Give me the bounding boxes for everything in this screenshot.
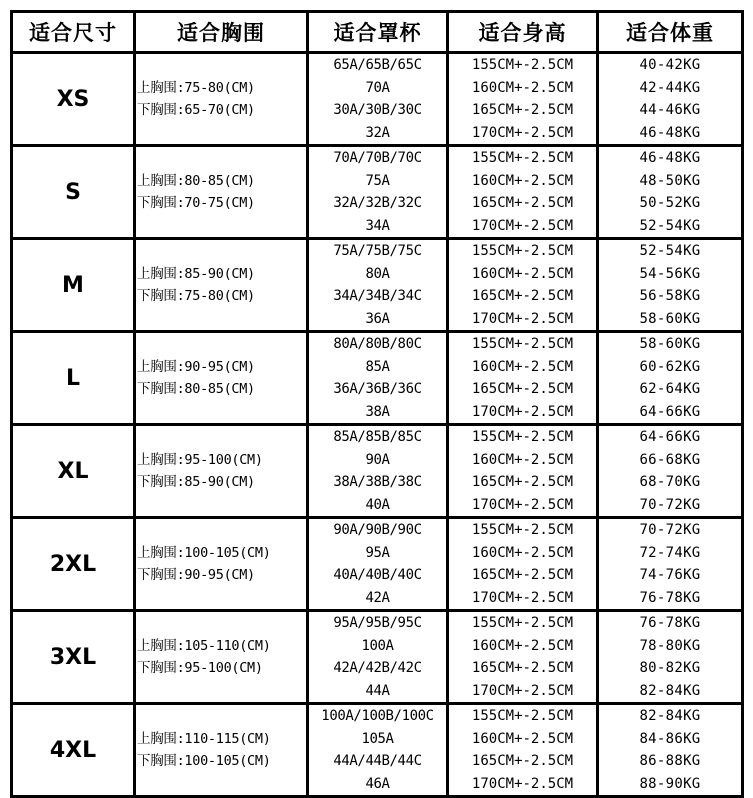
cup-value: 34A bbox=[365, 217, 390, 234]
cup-cell bbox=[308, 518, 448, 611]
weight-value: 84-86KG bbox=[639, 730, 701, 747]
height-value: 170CM+-2.5CM bbox=[471, 589, 574, 606]
bust-line: 上胸围:85-90(CM) bbox=[137, 266, 255, 282]
weight-value: 52-54KG bbox=[639, 243, 701, 259]
bust-cell bbox=[135, 146, 308, 239]
weight-value: 76-78KG bbox=[639, 615, 701, 631]
bust-line: 下胸围:65-70(CM) bbox=[137, 102, 255, 118]
height-value: 155CM+-2.5CM bbox=[471, 336, 574, 352]
cup-value: 38A/38B/38C bbox=[333, 474, 422, 490]
cup-value: 70A/70B/70C bbox=[333, 150, 422, 166]
weight-value: 54-56KG bbox=[639, 265, 701, 282]
bust-line: 下胸围:100-105(CM) bbox=[137, 753, 271, 769]
height-cell bbox=[448, 425, 598, 518]
header-weight: 适合体重 bbox=[598, 12, 743, 53]
size-label: 3XL bbox=[12, 611, 135, 704]
table-row bbox=[12, 332, 743, 425]
height-value: 170CM+-2.5CM bbox=[471, 496, 574, 513]
weight-value: 64-66KG bbox=[639, 403, 701, 420]
cup-value: 90A bbox=[365, 451, 390, 468]
cup-value: 30A/30B/30C bbox=[333, 102, 422, 118]
size-label: 2XL bbox=[12, 518, 135, 611]
bust-line: 上胸围:95-100(CM) bbox=[137, 452, 263, 468]
cup-value: 34A/34B/34C bbox=[333, 288, 422, 304]
height-value: 160CM+-2.5CM bbox=[471, 358, 574, 375]
weight-value: 46-48KG bbox=[639, 150, 701, 166]
cup-value: 36A bbox=[365, 310, 390, 327]
header-row bbox=[12, 12, 743, 53]
bust-line: 下胸围:90-95(CM) bbox=[137, 567, 255, 583]
cup-value: 95A bbox=[365, 544, 390, 561]
height-value: 170CM+-2.5CM bbox=[471, 775, 574, 792]
cup-value: 80A bbox=[365, 265, 390, 282]
bust-line: 上胸围:90-95(CM) bbox=[137, 359, 255, 375]
cup-value: 95A/95B/95C bbox=[333, 615, 422, 631]
weight-cell bbox=[598, 53, 743, 146]
bust-line: 下胸围:75-80(CM) bbox=[137, 288, 255, 304]
weight-value: 60-62KG bbox=[639, 358, 701, 375]
height-value: 165CM+-2.5CM bbox=[471, 288, 574, 304]
weight-value: 58-60KG bbox=[639, 310, 701, 327]
height-value: 170CM+-2.5CM bbox=[471, 403, 574, 420]
bust-cell bbox=[135, 518, 308, 611]
cup-value: 70A bbox=[365, 79, 390, 96]
size-label: L bbox=[12, 332, 135, 425]
table-row bbox=[12, 425, 743, 518]
bust-cell bbox=[135, 425, 308, 518]
height-value: 170CM+-2.5CM bbox=[471, 682, 574, 699]
size-label: S bbox=[12, 146, 135, 239]
weight-value: 66-68KG bbox=[639, 451, 701, 468]
header-height: 适合身高 bbox=[448, 12, 598, 53]
weight-value: 82-84KG bbox=[639, 708, 701, 724]
table-row bbox=[12, 239, 743, 332]
cup-value: 85A bbox=[365, 358, 390, 375]
weight-value: 56-58KG bbox=[639, 288, 701, 304]
bust-line: 上胸围:75-80(CM) bbox=[137, 80, 255, 96]
height-cell bbox=[448, 53, 598, 146]
weight-value: 70-72KG bbox=[639, 496, 701, 513]
height-value: 165CM+-2.5CM bbox=[471, 567, 574, 583]
cup-cell bbox=[308, 53, 448, 146]
size-chart-table bbox=[10, 10, 744, 798]
weight-value: 46-48KG bbox=[639, 124, 701, 141]
height-value: 160CM+-2.5CM bbox=[471, 544, 574, 561]
height-value: 155CM+-2.5CM bbox=[471, 150, 574, 166]
height-value: 155CM+-2.5CM bbox=[471, 522, 574, 538]
bust-line: 下胸围:95-100(CM) bbox=[137, 660, 263, 676]
weight-value: 52-54KG bbox=[639, 217, 701, 234]
weight-cell bbox=[598, 332, 743, 425]
bust-line: 下胸围:80-85(CM) bbox=[137, 381, 255, 397]
cup-value: 46A bbox=[365, 775, 390, 792]
cup-value: 40A bbox=[365, 496, 390, 513]
cup-value: 36A/36B/36C bbox=[333, 381, 422, 397]
bust-line: 上胸围:100-105(CM) bbox=[137, 545, 271, 561]
bust-cell bbox=[135, 611, 308, 704]
height-value: 165CM+-2.5CM bbox=[471, 381, 574, 397]
bust-cell bbox=[135, 332, 308, 425]
weight-cell bbox=[598, 239, 743, 332]
height-value: 160CM+-2.5CM bbox=[471, 451, 574, 468]
size-label: M bbox=[12, 239, 135, 332]
weight-value: 40-42KG bbox=[639, 57, 701, 73]
cup-value: 75A bbox=[365, 172, 390, 189]
weight-value: 64-66KG bbox=[639, 429, 701, 445]
height-cell bbox=[448, 518, 598, 611]
size-label: XS bbox=[12, 53, 135, 146]
cup-value: 65A/65B/65C bbox=[333, 57, 422, 73]
weight-value: 50-52KG bbox=[639, 195, 701, 211]
bust-cell bbox=[135, 53, 308, 146]
size-label: 4XL bbox=[12, 704, 135, 797]
height-value: 170CM+-2.5CM bbox=[471, 124, 574, 141]
weight-value: 78-80KG bbox=[639, 637, 701, 654]
weight-cell bbox=[598, 518, 743, 611]
size-label: XL bbox=[12, 425, 135, 518]
weight-value: 72-74KG bbox=[639, 544, 701, 561]
height-value: 155CM+-2.5CM bbox=[471, 243, 574, 259]
cup-value: 40A/40B/40C bbox=[333, 567, 422, 583]
cup-value: 100A/100B/100C bbox=[321, 708, 434, 724]
cup-value: 42A/42B/42C bbox=[333, 660, 422, 676]
cup-cell bbox=[308, 332, 448, 425]
cup-value: 32A bbox=[365, 124, 390, 141]
height-value: 155CM+-2.5CM bbox=[471, 429, 574, 445]
height-value: 165CM+-2.5CM bbox=[471, 195, 574, 211]
height-value: 155CM+-2.5CM bbox=[471, 615, 574, 631]
header-bust: 适合胸围 bbox=[135, 12, 308, 53]
height-cell bbox=[448, 239, 598, 332]
cup-value: 85A/85B/85C bbox=[333, 429, 422, 445]
weight-value: 76-78KG bbox=[639, 589, 701, 606]
bust-line: 上胸围:80-85(CM) bbox=[137, 173, 255, 189]
height-value: 165CM+-2.5CM bbox=[471, 753, 574, 769]
cup-value: 42A bbox=[365, 589, 390, 606]
bust-line: 下胸围:85-90(CM) bbox=[137, 474, 255, 490]
bust-cell bbox=[135, 239, 308, 332]
cup-cell bbox=[308, 611, 448, 704]
header-size: 适合尺寸 bbox=[12, 12, 135, 53]
weight-value: 44-46KG bbox=[639, 102, 701, 118]
height-value: 160CM+-2.5CM bbox=[471, 730, 574, 747]
height-value: 165CM+-2.5CM bbox=[471, 660, 574, 676]
cup-cell bbox=[308, 425, 448, 518]
height-cell bbox=[448, 146, 598, 239]
height-value: 160CM+-2.5CM bbox=[471, 79, 574, 96]
cup-value: 90A/90B/90C bbox=[333, 522, 422, 538]
height-cell bbox=[448, 611, 598, 704]
bust-line: 上胸围:110-115(CM) bbox=[137, 731, 271, 747]
cup-value: 44A bbox=[365, 682, 390, 699]
weight-cell bbox=[598, 611, 743, 704]
weight-value: 80-82KG bbox=[639, 660, 701, 676]
height-value: 170CM+-2.5CM bbox=[471, 310, 574, 327]
height-value: 170CM+-2.5CM bbox=[471, 217, 574, 234]
cup-value: 105A bbox=[361, 730, 394, 747]
cup-cell bbox=[308, 239, 448, 332]
weight-cell bbox=[598, 425, 743, 518]
height-cell bbox=[448, 332, 598, 425]
cup-value: 32A/32B/32C bbox=[333, 195, 422, 211]
table-row bbox=[12, 146, 743, 239]
table-row bbox=[12, 611, 743, 704]
bust-line: 上胸围:105-110(CM) bbox=[137, 638, 271, 654]
weight-value: 48-50KG bbox=[639, 172, 701, 189]
height-value: 155CM+-2.5CM bbox=[471, 57, 574, 73]
weight-value: 68-70KG bbox=[639, 474, 701, 490]
size-rows bbox=[12, 53, 743, 797]
cup-value: 75A/75B/75C bbox=[333, 243, 422, 259]
cup-cell bbox=[308, 146, 448, 239]
height-value: 165CM+-2.5CM bbox=[471, 474, 574, 490]
weight-value: 86-88KG bbox=[639, 753, 701, 769]
cup-value: 38A bbox=[365, 403, 390, 420]
height-value: 160CM+-2.5CM bbox=[471, 265, 574, 282]
table-row bbox=[12, 518, 743, 611]
height-value: 160CM+-2.5CM bbox=[471, 172, 574, 189]
height-value: 155CM+-2.5CM bbox=[471, 708, 574, 724]
cup-value: 80A/80B/80C bbox=[333, 336, 422, 352]
table-row bbox=[12, 53, 743, 146]
cup-value: 44A/44B/44C bbox=[333, 753, 422, 769]
weight-value: 58-60KG bbox=[639, 336, 701, 352]
weight-value: 42-44KG bbox=[639, 79, 701, 96]
weight-value: 70-72KG bbox=[639, 522, 701, 538]
bust-line: 下胸围:70-75(CM) bbox=[137, 195, 255, 211]
weight-value: 74-76KG bbox=[639, 567, 701, 583]
weight-value: 82-84KG bbox=[639, 682, 701, 699]
height-value: 160CM+-2.5CM bbox=[471, 637, 574, 654]
weight-cell bbox=[598, 146, 743, 239]
weight-value: 88-90KG bbox=[639, 775, 701, 792]
cup-value: 100A bbox=[361, 637, 394, 654]
height-value: 165CM+-2.5CM bbox=[471, 102, 574, 118]
header-cup: 适合罩杯 bbox=[308, 12, 448, 53]
weight-value: 62-64KG bbox=[639, 381, 701, 397]
